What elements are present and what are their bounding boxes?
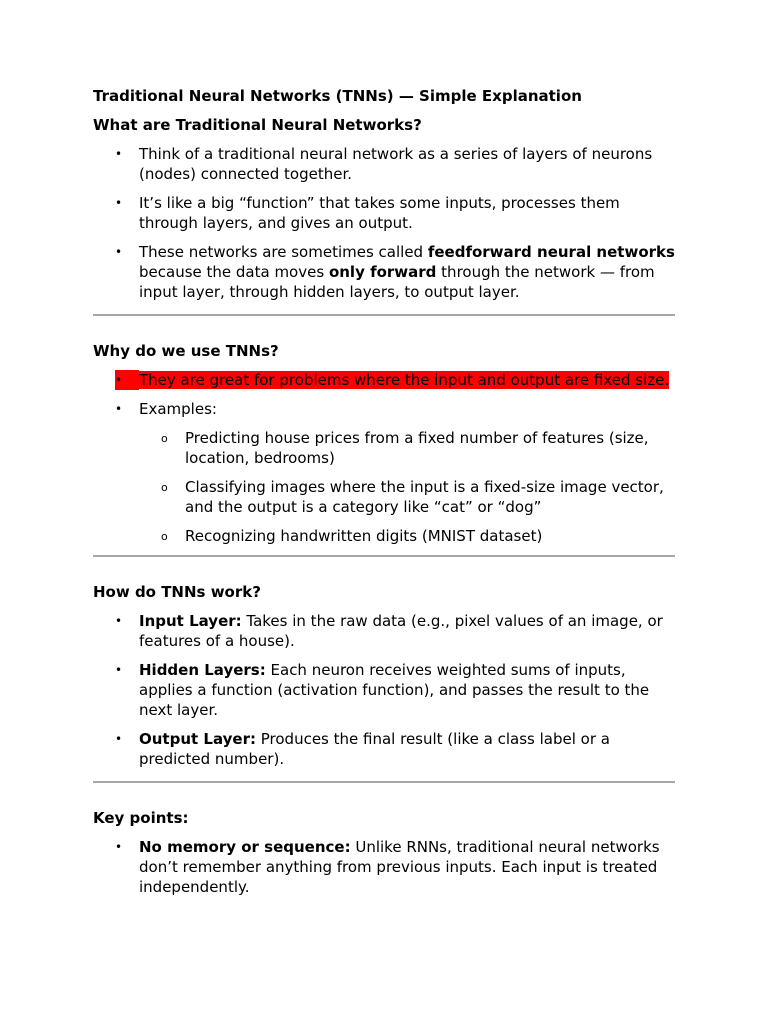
list-item: [93, 837, 675, 897]
section-how-list: [93, 611, 675, 769]
list-item-highlighted: [93, 370, 675, 390]
examples-label: Examples:: [139, 400, 217, 418]
bullet-icon: •: [115, 614, 123, 628]
sub-list-item-text: Predicting house prices from a fixed number of features (size, location, bedrooms): [185, 429, 649, 467]
section-divider: [93, 555, 675, 557]
text-segment: because the data moves: [139, 263, 329, 281]
sub-list-item: [139, 477, 675, 517]
document-body: [93, 86, 675, 906]
bullet-icon: •: [115, 732, 123, 746]
text-segment: Each neuron receives weighted sums of inputs, applies a function (activation function), and passes the result to the next layer.: [139, 661, 650, 719]
list-item: [93, 144, 675, 184]
section-divider: [93, 781, 675, 783]
sub-bullet-icon: o: [161, 432, 168, 445]
text-segment: through the network — from input layer, through hidden layers, to output layer.: [139, 263, 655, 301]
examples-list: [139, 428, 675, 546]
list-item-text: [139, 661, 649, 719]
section-why-list: [93, 370, 675, 546]
bullet-icon: •: [115, 245, 123, 259]
bold-term: feedforward neural networks: [427, 243, 675, 261]
document-title: Traditional Neural Networks (TNNs) — Simple Explanation: [93, 87, 582, 105]
bold-term: Output Layer:: [139, 730, 256, 748]
section-heading-what: What are Traditional Neural Networks?: [93, 116, 422, 134]
bold-term: No memory or sequence:: [139, 838, 351, 856]
section-what-list: [93, 144, 675, 302]
sub-bullet-icon: o: [161, 481, 168, 494]
bullet-icon: •: [115, 663, 123, 677]
section-divider: [93, 314, 675, 316]
bold-term: only forward: [328, 263, 437, 281]
list-item: [93, 242, 675, 302]
list-item: [93, 193, 675, 233]
sub-bullet-icon: o: [161, 530, 168, 543]
section-key-points-list: [93, 837, 675, 897]
list-item: [93, 611, 675, 651]
bold-term: Input Layer:: [139, 612, 242, 630]
section-heading-key-points: Key points:: [93, 809, 189, 827]
text-segment: Takes in the raw data (e.g., pixel values of an image, or features of a house).: [139, 612, 663, 650]
text-segment: Unlike RNNs, traditional neural networks don’t remember anything from previous inputs. Each input is treated independently.: [139, 838, 660, 896]
bullet-icon: •: [115, 840, 123, 854]
list-item: [93, 729, 675, 769]
list-item-text: [139, 838, 660, 896]
bullet-icon: •: [115, 370, 139, 390]
bullet-icon: •: [115, 402, 123, 416]
list-item-text: [139, 243, 675, 301]
highlighted-text: They are great for problems where the input and output are fixed size.: [139, 371, 670, 389]
section-heading-how: How do TNNs work?: [93, 583, 261, 601]
sub-list-item-text: Recognizing handwritten digits (MNIST dataset): [185, 527, 543, 545]
list-item-text: It’s like a big “function” that takes some inputs, processes them through layers, and gives an output.: [139, 194, 620, 232]
text-segment: Produces the final result (like a class label or a predicted number).: [139, 730, 610, 768]
sub-list-item: [139, 428, 675, 468]
text-segment: These networks are sometimes called: [139, 243, 428, 261]
list-item: [93, 399, 675, 546]
list-item-text: [139, 612, 663, 650]
bold-term: Hidden Layers:: [139, 661, 266, 679]
bullet-icon: •: [115, 196, 123, 210]
list-item: [93, 660, 675, 720]
section-heading-why: Why do we use TNNs?: [93, 342, 279, 360]
bullet-icon: •: [115, 147, 123, 161]
list-item-text: Think of a traditional neural network as a series of layers of neurons (nodes) connected together.: [139, 145, 653, 183]
sub-list-item-text: Classifying images where the input is a fixed-size image vector, and the output is a category like “cat” or “dog”: [185, 478, 664, 516]
list-item-text: [139, 730, 610, 768]
sub-list-item: [139, 526, 675, 546]
